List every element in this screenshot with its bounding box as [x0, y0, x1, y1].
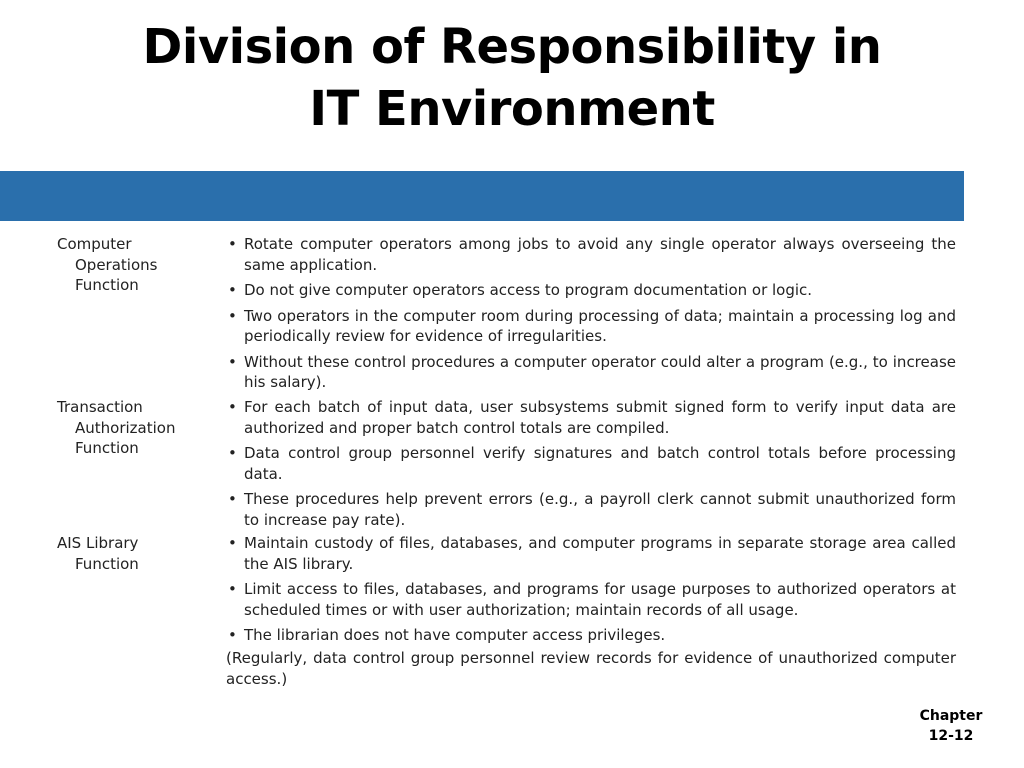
section-label	[57, 234, 217, 296]
responsibility-table	[0, 221, 964, 691]
bullet-item	[226, 306, 956, 347]
section-label	[57, 397, 217, 459]
section-label-line: Function	[75, 439, 139, 457]
bullet-icon: •	[228, 580, 237, 598]
bullet-text: Maintain custody of files, databases, and computer programs in separate storage area called the AIS library.	[244, 534, 956, 573]
bullet-text: The librarian does not have computer access privileges.	[244, 626, 666, 644]
bullet-icon: •	[228, 281, 237, 299]
bullet-icon: •	[228, 352, 237, 371]
section-label-line: Function	[75, 554, 139, 573]
bullet-text: These procedures help prevent errors (e.g., a payroll clerk cannot submit unauthorized form to increase pay rate).	[244, 490, 956, 529]
bullet-text: Two operators in the computer room during processing of data; maintain a processing log and periodically review for evidence of irregularities.	[244, 306, 956, 345]
section-label-line: Computer	[57, 235, 132, 253]
slide-title	[0, 16, 1024, 140]
bullet-icon: •	[228, 398, 237, 416]
footer-page-number: 12-12	[928, 728, 974, 744]
bullet-item	[226, 352, 956, 393]
title-line-2: IT Environment	[309, 81, 715, 137]
bullet-text: Without these control procedures a computer operator could alter a program (e.g., to increase his salary).	[244, 352, 956, 391]
section-label-line: Operations	[75, 255, 158, 274]
section-label-line: Authorization	[75, 418, 176, 437]
bullet-list	[226, 397, 956, 535]
chapter-footer	[906, 706, 996, 746]
bullet-text: Do not give computer operators access to program documentation or logic.	[244, 281, 813, 299]
bullet-list	[226, 234, 956, 398]
bullet-icon: •	[228, 235, 237, 253]
bullet-text: Data control group personnel verify signatures and batch control totals before processing data.	[244, 444, 956, 483]
bullet-item	[226, 579, 956, 620]
bullet-icon: •	[228, 306, 237, 325]
bullet-text: Limit access to files, databases, and programs for usage purposes to authorized operators at scheduled times or with user authorization; maintain records of all usage.	[244, 580, 956, 619]
section-label	[57, 533, 217, 574]
bullet-icon: •	[228, 626, 237, 644]
section-label-line: AIS Library	[57, 534, 139, 552]
bullet-icon: •	[228, 490, 237, 508]
bullet-text: Rotate computer operators among jobs to avoid any single operator always overseeing the same application.	[244, 235, 956, 274]
bullet-item	[226, 234, 956, 275]
section-label-line: Function	[75, 276, 139, 294]
bullet-text: For each batch of input data, user subsystems submit signed form to verify input data are authorized and proper batch control totals are compiled.	[244, 398, 956, 437]
bullet-item	[226, 280, 956, 301]
bullet-icon: •	[228, 444, 237, 462]
bullet-item	[226, 625, 956, 646]
bullet-item	[226, 489, 956, 530]
title-line-1: Division of Responsibility in	[142, 19, 882, 75]
bullet-item	[226, 397, 956, 438]
bullet-item	[226, 533, 956, 574]
library-note: (Regularly, data control group personnel review records for evidence of unauthorized computer access.)	[226, 649, 956, 688]
bullet-list	[226, 533, 956, 646]
bullet-icon: •	[228, 534, 237, 552]
bullet-item	[226, 443, 956, 484]
section-label-line: Transaction	[57, 398, 143, 416]
footer-chapter-label: Chapter	[919, 708, 983, 724]
header-band	[0, 171, 964, 221]
